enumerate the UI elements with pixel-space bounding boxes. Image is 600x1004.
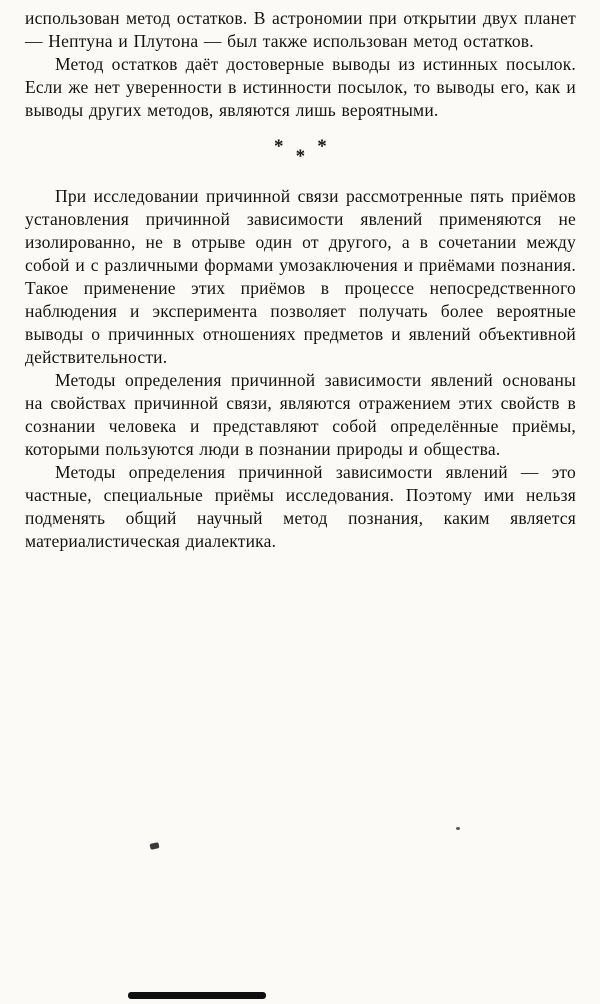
scan-artifact (149, 842, 159, 850)
paragraph: Метод остатков даёт достоверные выводы из истинных посылок. Если же нет уверенности в истинности посылок, то выводы его, как и выводы других методов, являются лишь вероятными. (25, 54, 576, 120)
asterisk-icon: * (295, 146, 306, 167)
asterisk-icon: * (273, 136, 284, 157)
scan-artifact (456, 827, 460, 830)
section-separator (25, 135, 576, 179)
paragraph: использован метод остатков. В астрономии при открытии двух планет — Нептуна и Плутона — был также использован метод остатков. (25, 8, 576, 51)
paragraph: При исследовании причинной связи рассмотренные пять приёмов установления причинной зависимости явлений применяются не изолированно, не в отрыве один от другого, а в сочетании между собой и с различными формами умозаключения и приёмами познания. Такое применение этих приёмов в процессе непосредственного наблюдения и эксперимента позволяет получать более вероятные выводы о причинных отношениях предметов и явлений объективной действительности. (25, 186, 576, 367)
scan-artifact-bottom-bar (128, 992, 266, 999)
page-text-block (25, 7, 576, 553)
paragraph: Методы определения причинной зависимости явлений — это частные, специальные приёмы исследования. Поэтому ими нельзя подменять общий научный метод познания, каким является материалистическая диалектика. (25, 462, 576, 551)
paragraph: Методы определения причинной зависимости явлений основаны на свойствах причинной связи, являются отражением этих свойств в сознании человека и представляют собой определённые приёмы, которыми пользуются люди в познании природы и общества. (25, 370, 576, 459)
asterisk-icon: * (317, 136, 327, 157)
